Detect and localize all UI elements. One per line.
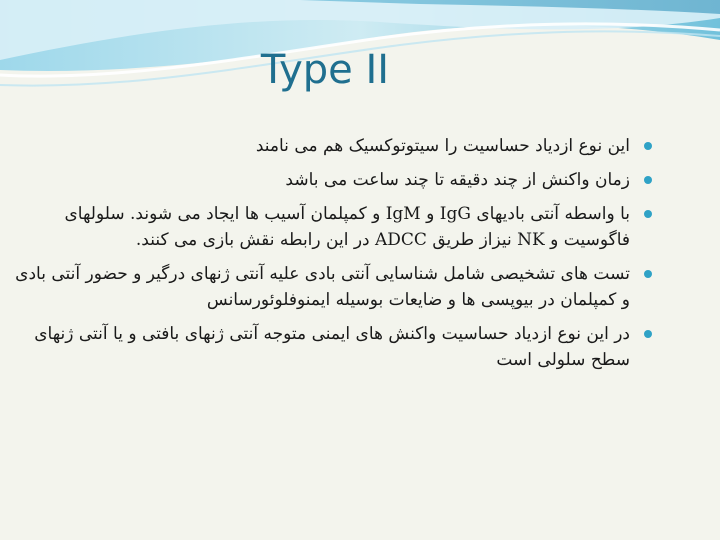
bullet-item	[14, 261, 660, 313]
bullet-item	[14, 133, 660, 159]
bullet-list	[14, 133, 660, 381]
bullet-text: زمان واکنش از چند دقیقه تا چند ساعت می باشد	[285, 170, 630, 190]
bullet-dot-icon	[644, 210, 652, 218]
bullet-item	[14, 167, 660, 193]
bullet-dot-icon	[644, 270, 652, 278]
bullet-dot-icon	[644, 330, 652, 338]
bullet-text: در این نوع ازدیاد حساسیت واکنش های ایمنی متوجه آنتی ژنهای بافتی و یا آنتی ژنهای سطح سلولی است	[34, 324, 630, 370]
bullet-text: این نوع ازدیاد حساسیت را سیتوتوکسیک هم می نامند	[255, 136, 630, 156]
bullet-dot-icon	[644, 142, 652, 150]
bullet-text: با واسطه آنتی بادیهای IgG و IgM و کمپلمان آسیب ها ایجاد می شوند. سلولهای فاگوسیت و NK نیزاز طریق ADCC در این رابطه نقش بازی می کنند.	[64, 204, 630, 250]
bullet-item	[14, 201, 660, 253]
bullet-dot-icon	[644, 176, 652, 184]
slide-title: Type II	[260, 47, 390, 93]
bullet-text: تست های تشخیصی شامل شناسایی آنتی بادی علیه آنتی ژنهای درگیر و حضور آنتی بادی و کمپلمان در بیوپسی ها و ضایعات بوسیله ایمنوفلوئورسانس	[15, 264, 630, 310]
bullet-item	[14, 321, 660, 373]
